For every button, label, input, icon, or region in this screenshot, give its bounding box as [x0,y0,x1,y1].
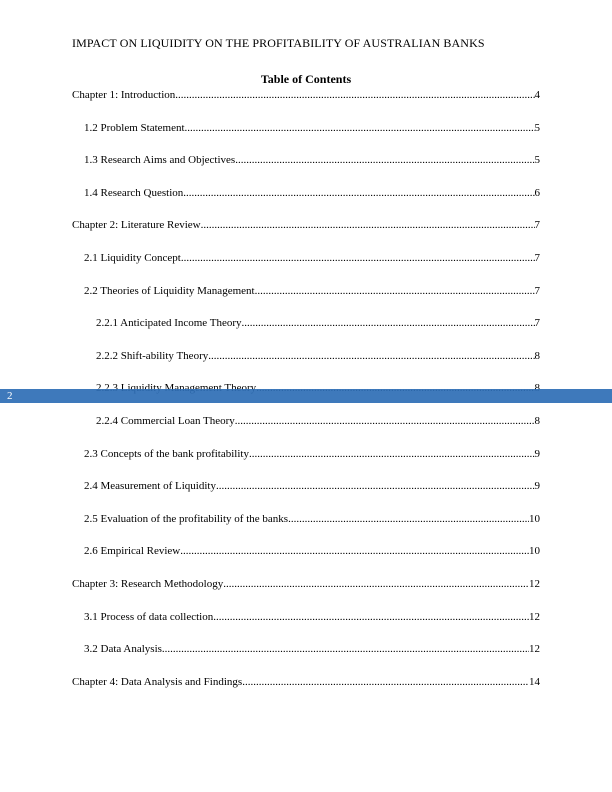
toc-entry-page-number: 12 [529,643,540,656]
toc-dot-leader [201,218,535,232]
toc-entry-label: 2.2.1 Anticipated Income Theory [96,317,242,330]
toc-entry[interactable] [72,675,540,689]
toc-entry[interactable] [72,577,540,591]
toc-dot-leader [235,414,535,428]
toc-dot-leader [175,88,534,102]
toc-entry-label: 2.2 Theories of Liquidity Management [84,284,255,297]
toc-entry-page-number: 7 [534,219,540,232]
toc-entry-page-number: 8 [534,415,540,427]
toc-entry[interactable] [84,251,540,265]
toc-entry[interactable] [84,512,540,526]
toc-entry[interactable] [84,186,540,200]
toc-entry-page-number: 7 [534,284,540,297]
toc-entry-page-number: 7 [534,317,540,330]
toc-entry-label: 2.3 Concepts of the bank profitability [84,447,249,460]
toc-entry[interactable] [84,284,540,298]
page-separator-band [0,389,612,403]
toc-entry-label: Chapter 4: Data Analysis and Findings [72,675,243,688]
toc-dot-leader [213,610,529,624]
toc-entry-label: 2.2.2 Shift-ability Theory [96,349,209,362]
toc-dot-leader [242,675,529,689]
toc-entry-page-number: 5 [534,121,540,134]
toc-entry-page-number: 8 [534,349,540,362]
toc-entry-label: 2.2.4 Commercial Loan Theory [96,415,235,427]
toc-entry-page-number: 5 [534,154,540,167]
toc-entry-label: 2.5 Evaluation of the profitability of the banks [84,512,289,525]
toc-entry[interactable] [84,447,540,461]
toc-entry-label: 3.1 Process of data collection [84,610,214,623]
toc-entry-page-number: 7 [534,252,540,264]
toc-entry-page-number: 10 [529,545,540,558]
toc-entry[interactable] [84,544,540,558]
toc-dot-leader [180,544,529,558]
toc-dot-leader [223,577,529,591]
toc-dot-leader [216,479,535,493]
toc-entry[interactable] [84,642,540,656]
toc-dot-leader [288,512,529,526]
toc-entry[interactable] [96,414,540,428]
toc-entry-page-number: 9 [534,447,540,460]
toc-dot-leader [235,153,534,167]
toc-entry-label: 2.1 Liquidity Concept [84,252,181,264]
toc-entry-label: 1.4 Research Question [84,186,184,199]
toc-dot-leader [185,121,535,135]
toc-entry-label: Chapter 1: Introduction [72,89,176,101]
toc-entry-label: 2.4 Measurement of Liquidity [84,480,216,493]
toc-title: Table of Contents [260,72,352,86]
toc-entry[interactable] [84,121,540,135]
toc-entry-page-number: 9 [534,480,540,493]
toc-entry-label: 1.3 Research Aims and Objectives [84,154,236,167]
toc-entry[interactable] [96,349,540,363]
toc-dot-leader [183,186,534,200]
toc-dot-leader [162,642,529,656]
toc-entry[interactable] [84,479,540,493]
toc-dot-leader [249,447,535,461]
running-head: IMPACT ON LIQUIDITY ON THE PROFITABILITY OF AUSTRALIAN BANKS [72,36,485,50]
toc-entry-page-number: 6 [534,186,540,199]
toc-entry-page-number: 12 [529,578,540,590]
toc-entry[interactable] [84,153,540,167]
toc-dot-leader [181,251,535,265]
toc-entry-page-number: 12 [529,610,540,623]
toc-entry-label: Chapter 2: Literature Review [72,219,201,232]
toc-entry[interactable] [72,88,540,102]
toc-entry-page-number: 10 [529,512,540,525]
toc-dot-leader [255,284,535,298]
toc-entry[interactable] [96,316,540,330]
toc-entry[interactable] [72,218,540,232]
toc-entry-label: 1.2 Problem Statement [84,121,185,134]
toc-entry-page-number: 14 [529,675,540,688]
toc-entry-label: 3.2 Data Analysis [84,643,162,656]
toc-entry-page-number: 4 [534,89,540,101]
toc-entry-label: 2.6 Empirical Review [84,545,181,558]
page-number: 2 [7,390,13,402]
toc-dot-leader [208,349,534,363]
toc-dot-leader [242,316,535,330]
toc-entry-label: Chapter 3: Research Methodology [72,578,224,590]
toc-entry[interactable] [84,610,540,624]
